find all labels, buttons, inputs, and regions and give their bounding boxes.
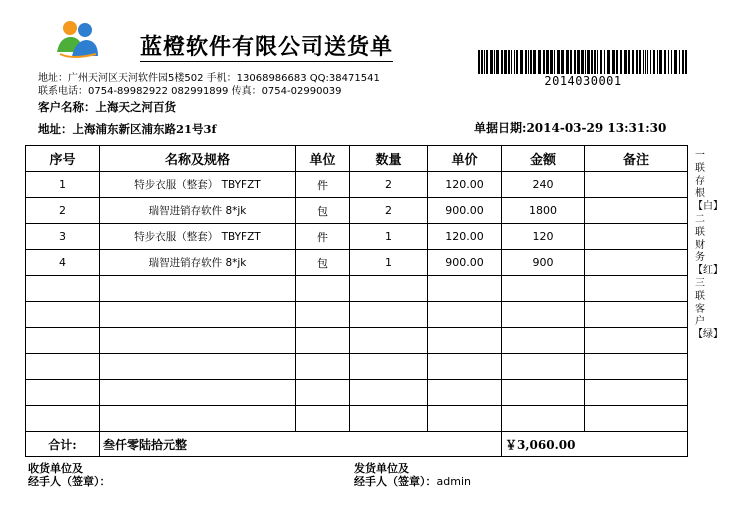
empty-table-row: [26, 380, 688, 406]
cell-amount: 240: [502, 172, 585, 198]
column-header: 单位: [296, 146, 350, 172]
empty-cell: [350, 328, 428, 354]
empty-cell: [428, 276, 502, 302]
empty-table-row: [26, 328, 688, 354]
column-header: 名称及规格: [100, 146, 296, 172]
customer-address: [38, 121, 216, 137]
empty-table-row: [26, 406, 688, 432]
sender-signature-value: admin: [436, 475, 471, 488]
cell-no: 3: [26, 224, 100, 250]
empty-cell: [502, 380, 585, 406]
empty-cell: [585, 276, 688, 302]
total-label: 合计:: [26, 432, 100, 457]
empty-cell: [428, 380, 502, 406]
cell-qty: 2: [350, 172, 428, 198]
table-row: [26, 250, 688, 276]
empty-cell: [100, 328, 296, 354]
sender-label-line1: 发货单位及: [354, 462, 409, 475]
barcode-number: 2014030001: [544, 74, 622, 88]
empty-cell: [428, 354, 502, 380]
empty-cell: [26, 276, 100, 302]
cell-note: [585, 198, 688, 224]
column-header: 序号: [26, 146, 100, 172]
total-amount-words: 叁仟零陆拾元整: [100, 432, 502, 457]
empty-cell: [100, 276, 296, 302]
sender-signature: [354, 475, 471, 488]
empty-cell: [502, 328, 585, 354]
empty-cell: [585, 380, 688, 406]
column-header: 单价: [428, 146, 502, 172]
empty-cell: [100, 406, 296, 432]
cell-note: [585, 224, 688, 250]
empty-cell: [502, 302, 585, 328]
empty-cell: [296, 302, 350, 328]
empty-cell: [585, 406, 688, 432]
empty-cell: [26, 354, 100, 380]
cell-amount: 900: [502, 250, 585, 276]
empty-cell: [100, 354, 296, 380]
company-logo-icon: [52, 18, 102, 60]
empty-cell: [585, 302, 688, 328]
empty-cell: [350, 406, 428, 432]
copy-distribution-note: 一联存根【白】二联财务【红】三联客户【绿】: [693, 150, 723, 341]
customer-name: [38, 99, 176, 115]
cell-name: 瑞智进销存软件 8*jk: [100, 198, 296, 224]
document-title: 蓝橙软件有限公司送货单: [140, 34, 394, 60]
cell-unit: 包: [296, 250, 350, 276]
empty-cell: [428, 302, 502, 328]
table-header-row: [26, 146, 688, 172]
cell-qty: 1: [350, 224, 428, 250]
customer-name-value: 上海天之河百货: [95, 100, 176, 114]
items-table: [25, 145, 688, 457]
empty-table-row: [26, 354, 688, 380]
cell-name: 特步衣服（整套） TBYFZT: [100, 224, 296, 250]
cell-unit: 件: [296, 172, 350, 198]
cell-amount: 1800: [502, 198, 585, 224]
empty-cell: [296, 354, 350, 380]
total-row: [26, 432, 688, 457]
cell-note: [585, 172, 688, 198]
empty-table-row: [26, 276, 688, 302]
table-row: [26, 224, 688, 250]
empty-cell: [26, 406, 100, 432]
cell-qty: 2: [350, 198, 428, 224]
company-phone: 联系电话：0754-89982922 082991899 传真：0754-02990039: [38, 86, 342, 97]
column-header: 数量: [350, 146, 428, 172]
empty-cell: [296, 328, 350, 354]
date-label: 单据日期:: [474, 121, 527, 135]
cell-qty: 1: [350, 250, 428, 276]
cell-name: 特步衣服（整套） TBYFZT: [100, 172, 296, 198]
empty-cell: [26, 328, 100, 354]
empty-cell: [26, 380, 100, 406]
column-header: 备注: [585, 146, 688, 172]
company-address: 地址：广州天河区天河软件园5楼502 手机：13068986683 QQ:38471541: [38, 73, 380, 84]
cell-name: 瑞智进销存软件 8*jk: [100, 250, 296, 276]
empty-cell: [428, 328, 502, 354]
empty-cell: [350, 380, 428, 406]
empty-cell: [350, 354, 428, 380]
table-row: [26, 198, 688, 224]
cell-price: 900.00: [428, 250, 502, 276]
cell-note: [585, 250, 688, 276]
table-row: [26, 172, 688, 198]
empty-cell: [296, 380, 350, 406]
cell-no: 2: [26, 198, 100, 224]
cell-no: 1: [26, 172, 100, 198]
cell-price: 900.00: [428, 198, 502, 224]
customer-name-label: 客户名称：: [38, 100, 96, 114]
empty-table-row: [26, 302, 688, 328]
cell-unit: 件: [296, 224, 350, 250]
empty-cell: [100, 302, 296, 328]
empty-cell: [296, 276, 350, 302]
cell-unit: 包: [296, 198, 350, 224]
barcode-icon: [478, 50, 688, 74]
cell-price: 120.00: [428, 224, 502, 250]
empty-cell: [350, 302, 428, 328]
customer-address-value: 上海浦东新区浦东路21号3f: [72, 122, 217, 136]
column-header: 金额: [502, 146, 585, 172]
empty-cell: [296, 406, 350, 432]
receiver-signature-label: 经手人（签章）：: [28, 475, 111, 488]
cell-amount: 120: [502, 224, 585, 250]
total-amount: ￥3,060.00: [502, 432, 688, 457]
empty-cell: [502, 354, 585, 380]
empty-cell: [100, 380, 296, 406]
customer-address-label: 地址：: [38, 122, 73, 136]
cell-price: 120.00: [428, 172, 502, 198]
sender-signature-label: 经手人（签章）：: [354, 475, 437, 488]
empty-cell: [502, 276, 585, 302]
empty-cell: [350, 276, 428, 302]
document-date: [474, 119, 666, 136]
empty-cell: [428, 406, 502, 432]
empty-cell: [585, 354, 688, 380]
empty-cell: [502, 406, 585, 432]
receiver-label-line1: 收货单位及: [28, 462, 83, 475]
cell-no: 4: [26, 250, 100, 276]
date-value: 2014-03-29 13:31:30: [526, 121, 667, 135]
empty-cell: [26, 302, 100, 328]
empty-cell: [585, 328, 688, 354]
